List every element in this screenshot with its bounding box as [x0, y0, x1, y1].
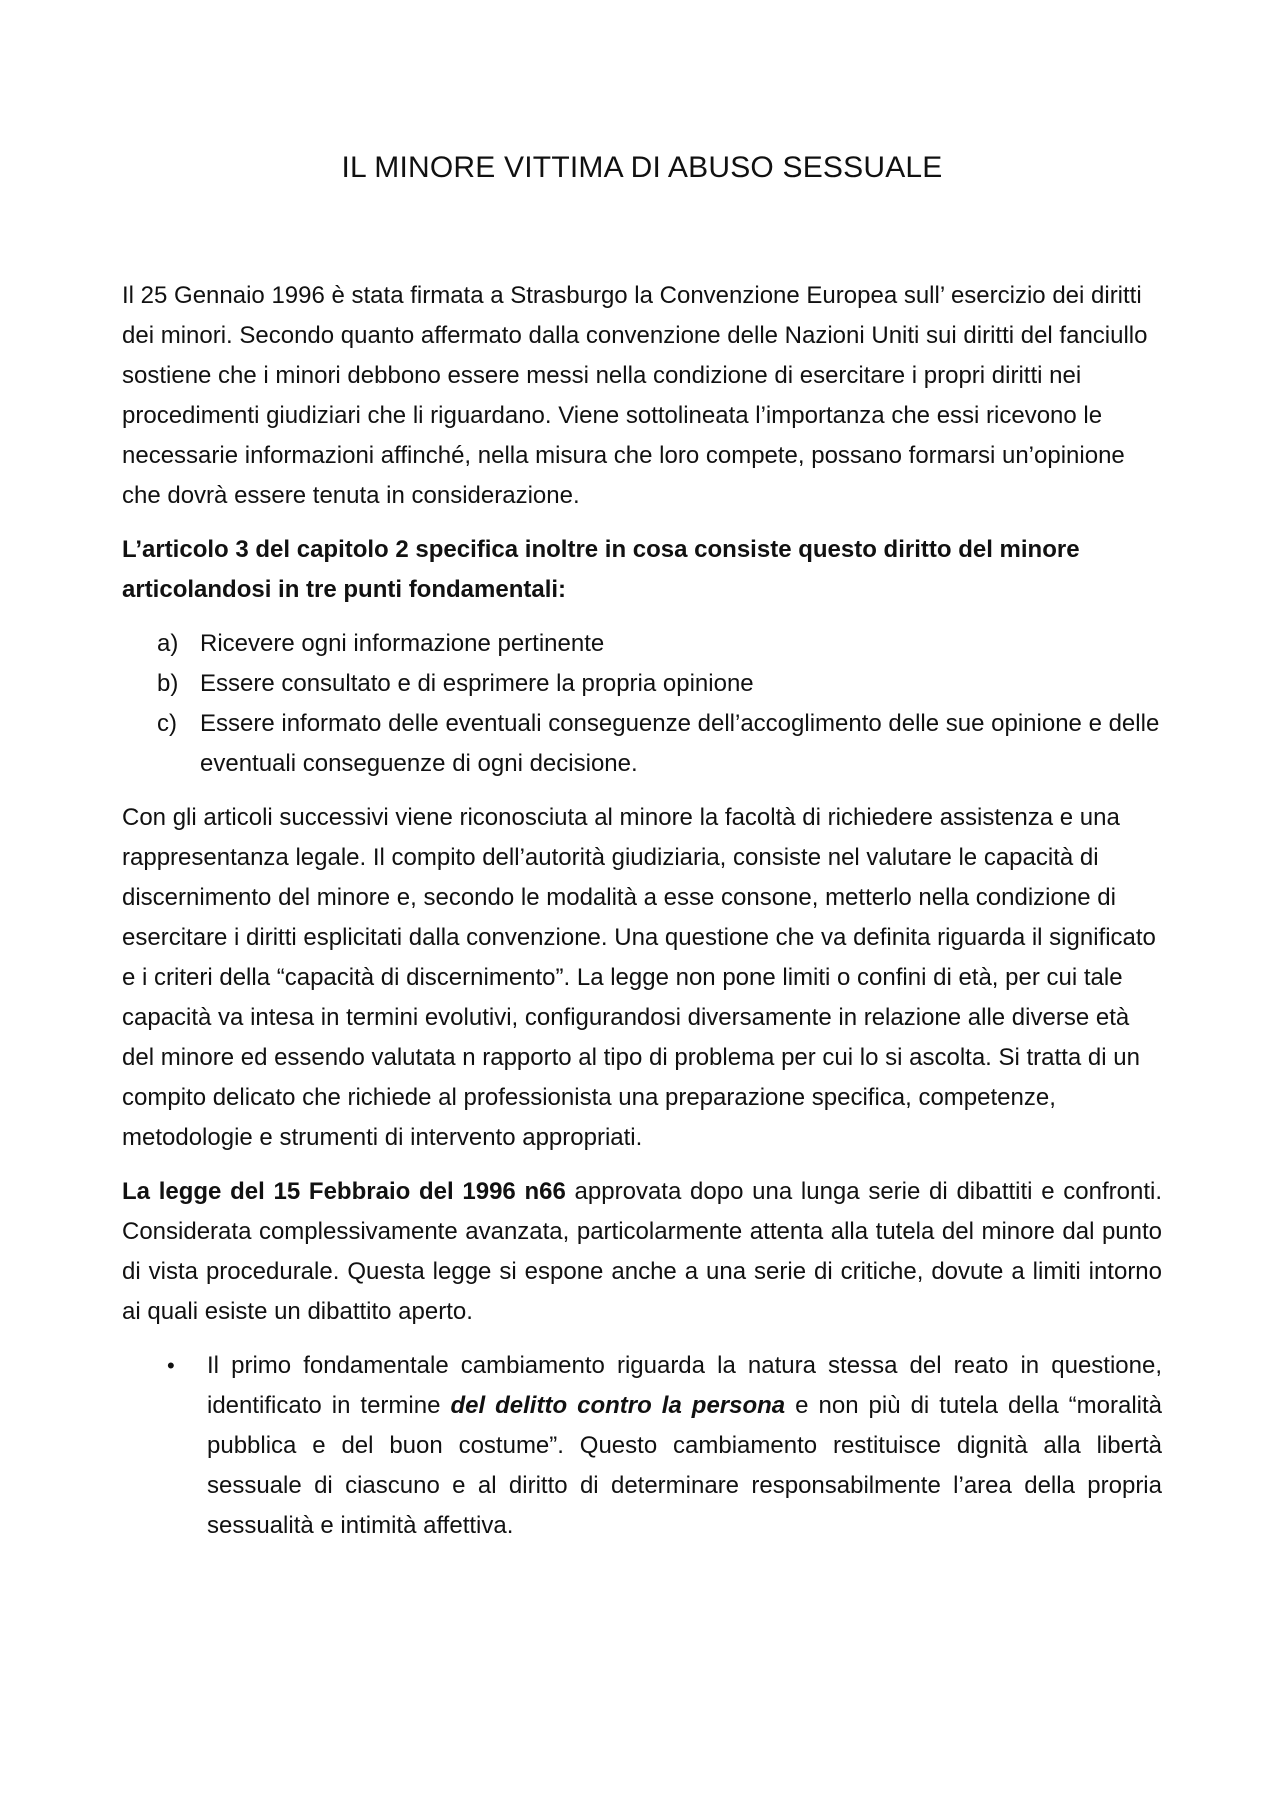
document-title: IL MINORE VITTIMA DI ABUSO SESSUALE	[341, 151, 943, 184]
paragraph-articles: Con gli articoli successivi viene riconosciuta al minore la facoltà di richiedere assistenza e una rappresentanza legale. Il compito dell’autorità giudiziaria, consiste nel valutare le capacità di discernimento del minore e, secondo le modalità a esse consone, metterlo nella condizione di esercitare i diritti esplicitati dalla convenzione. Una questione che va definita riguarda il significato e i criteri della “capacità di discernimento”. La legge non pone limiti o confini di età, per cui tale capacità va intesa in termini evolutivi, configurandosi diversamente in relazione alle diverse età del minore ed essendo valutata n rapporto al tipo di problema per cui lo si ascolta. Si tratta di un compito delicato che richiede al professionista una preparazione specifica, competenze, metodologie e strumenti di intervento appropriati.	[122, 804, 1156, 1151]
bullet-emphasis: del delitto contro la persona	[450, 1392, 786, 1419]
bullet-icon: •	[167, 1353, 175, 1378]
paragraph-law	[122, 1172, 1162, 1332]
list-marker: b)	[157, 670, 179, 697]
list-item-text: Ricevere ogni informazione pertinente	[200, 630, 605, 657]
list-marker: a)	[157, 630, 179, 657]
list-item	[157, 704, 1162, 784]
list-item-text	[207, 1346, 1162, 1546]
paragraph-article-3: L’articolo 3 del capitolo 2 specifica inoltre in cosa consiste questo diritto del minore articolandosi in tre punti fondamentali:	[122, 536, 1080, 603]
law-reference: La legge del 15 Febbraio del 1996 n66	[122, 1178, 566, 1205]
list-marker: c)	[157, 710, 177, 737]
paragraph-convention: Il 25 Gennaio 1996 è stata firmata a Strasburgo la Convenzione Europea sull’ esercizio dei diritti dei minori. Secondo quanto affermato dalla convenzione delle Nazioni Uniti sui diritti del fanciullo sostiene che i minori debbono essere messi nella condizione di esercitare i propri diritti nei procedimenti giudiziari che li riguardano. Viene sottolineata l’importanza che essi ricevono le necessarie informazioni affinché, nella misura che loro compete, possano formarsi un’opinione che dovrà essere tenuta in considerazione.	[122, 282, 1148, 509]
list-item-text: Essere informato delle eventuali conseguenze dell’accoglimento delle sue opinione e delle eventuali conseguenze di ogni decisione.	[200, 710, 1160, 777]
bullet-text-start: Il primo fondamentale cambiamento riguarda la natura stessa del reato in questione, identificato in termine	[207, 1352, 1162, 1419]
changes-list	[122, 1346, 1162, 1546]
list-item	[167, 1346, 1162, 1546]
bullet-text-end: e non più di tutela della “moralità pubblica e del buon costume”. Questo cambiamento restituisce dignità alla libertà sessuale di ciascuno e al diritto di determinare responsabilmente l’area della propria sessualità e intimità affettiva.	[207, 1392, 1163, 1539]
list-item	[157, 664, 1162, 704]
list-item-text: Essere consultato e di esprimere la propria opinione	[200, 670, 754, 697]
list-item	[157, 624, 1162, 664]
law-description: approvata dopo una lunga serie di dibattiti e confronti. Considerata complessivamente avanzata, particolarmente attenta alla tutela del minore dal punto di vista procedurale. Questa legge si espone anche a una serie di critiche, dovute a limiti intorno ai quali esiste un dibattito aperto.	[122, 1178, 1162, 1325]
rights-list	[122, 624, 1162, 784]
document-page	[122, 150, 1162, 1546]
